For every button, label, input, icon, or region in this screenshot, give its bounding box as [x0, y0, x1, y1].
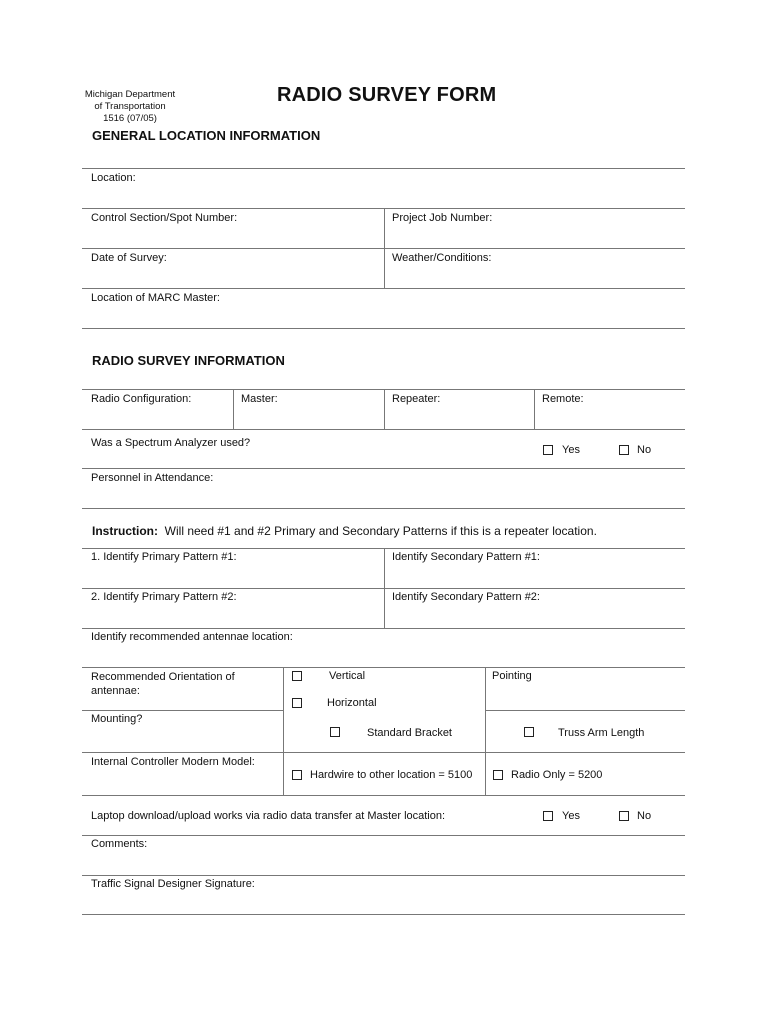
form-title: RADIO SURVEY FORM — [277, 84, 497, 106]
instruction-text: Will need #1 and #2 Primary and Secondary Patterns if this is a repeater location. — [164, 524, 597, 538]
personnel-label: Personnel in Attendance: — [91, 472, 214, 484]
horizontal-label: Horizontal — [327, 697, 377, 709]
weather-label: Weather/Conditions: — [392, 252, 492, 264]
signature-label: Traffic Signal Designer Signature: — [91, 878, 255, 890]
radio-configuration-label: Radio Configuration: — [91, 393, 192, 405]
horizontal-checkbox[interactable] — [292, 698, 302, 708]
standard-bracket-checkbox[interactable] — [330, 727, 340, 737]
spectrum-no-checkbox[interactable] — [619, 445, 629, 455]
divider — [485, 710, 685, 711]
spectrum-yes-checkbox[interactable] — [543, 445, 553, 455]
date-of-survey-label: Date of Survey: — [91, 252, 167, 264]
divider — [82, 588, 685, 589]
radio-only-label: Radio Only = 5200 — [511, 769, 603, 781]
truss-arm-checkbox[interactable] — [524, 727, 534, 737]
control-section-label: Control Section/Spot Number: — [91, 212, 238, 224]
divider — [82, 168, 685, 169]
divider — [82, 328, 685, 329]
laptop-no-label: No — [637, 810, 652, 822]
controller-model-label: Internal Controller Modern Model: — [91, 756, 255, 768]
instruction-line — [92, 524, 597, 538]
radio-only-checkbox[interactable] — [493, 770, 503, 780]
secondary-pattern-1-label: Identify Secondary Pattern #1: — [392, 551, 540, 563]
divider — [82, 752, 685, 753]
divider — [384, 389, 385, 429]
divider — [233, 389, 234, 429]
pointing-label: Pointing — [492, 670, 532, 682]
primary-pattern-1-label: 1. Identify Primary Pattern #1: — [91, 551, 237, 563]
secondary-pattern-2-label: Identify Secondary Pattern #2: — [392, 591, 540, 603]
divider — [82, 875, 685, 876]
master-label: Master: — [241, 393, 278, 405]
spectrum-no-label: No — [637, 444, 652, 456]
divider — [485, 667, 486, 795]
form-number: 1516 (07/05) — [103, 113, 157, 124]
laptop-no-checkbox[interactable] — [619, 811, 629, 821]
instruction-label: Instruction: — [92, 524, 158, 538]
divider — [82, 508, 685, 509]
spectrum-yes-label: Yes — [562, 444, 580, 456]
general-location-heading: GENERAL LOCATION INFORMATION — [92, 128, 321, 143]
antennae-location-label: Identify recommended antennae location: — [91, 631, 293, 643]
divider — [82, 710, 283, 711]
marc-master-label: Location of MARC Master: — [91, 292, 220, 304]
primary-pattern-2-label: 2. Identify Primary Pattern #2: — [91, 591, 237, 603]
vertical-label: Vertical — [329, 670, 366, 682]
comments-label: Comments: — [91, 838, 148, 850]
divider — [82, 429, 685, 430]
orientation-label: Recommended Orientation of antennae: — [91, 671, 235, 697]
hardwire-label: Hardwire to other location = 5100 — [310, 769, 473, 781]
divider — [82, 288, 685, 289]
divider — [534, 389, 535, 429]
divider — [82, 914, 685, 915]
remote-label: Remote: — [542, 393, 584, 405]
vertical-checkbox[interactable] — [292, 671, 302, 681]
mounting-label: Mounting? — [91, 713, 143, 725]
agency-block — [70, 89, 190, 125]
agency-name-line2: of Transportation — [94, 101, 166, 112]
laptop-transfer-question: Laptop download/upload works via radio data transfer at Master location: — [91, 810, 446, 822]
divider — [82, 248, 685, 249]
location-label: Location: — [91, 172, 136, 184]
divider — [82, 835, 685, 836]
project-job-label: Project Job Number: — [392, 212, 493, 224]
divider — [82, 795, 685, 796]
laptop-yes-checkbox[interactable] — [543, 811, 553, 821]
divider — [283, 667, 284, 795]
hardwire-checkbox[interactable] — [292, 770, 302, 780]
agency-name-line1: Michigan Department — [84, 89, 176, 100]
laptop-yes-label: Yes — [562, 810, 580, 822]
truss-arm-label: Truss Arm Length — [558, 727, 645, 739]
divider — [82, 628, 685, 629]
divider — [82, 667, 685, 668]
spectrum-analyzer-question: Was a Spectrum Analyzer used? — [91, 437, 251, 449]
standard-bracket-label: Standard Bracket — [367, 727, 452, 739]
radio-survey-heading: RADIO SURVEY INFORMATION — [92, 353, 285, 368]
divider — [82, 468, 685, 469]
repeater-label: Repeater: — [392, 393, 441, 405]
